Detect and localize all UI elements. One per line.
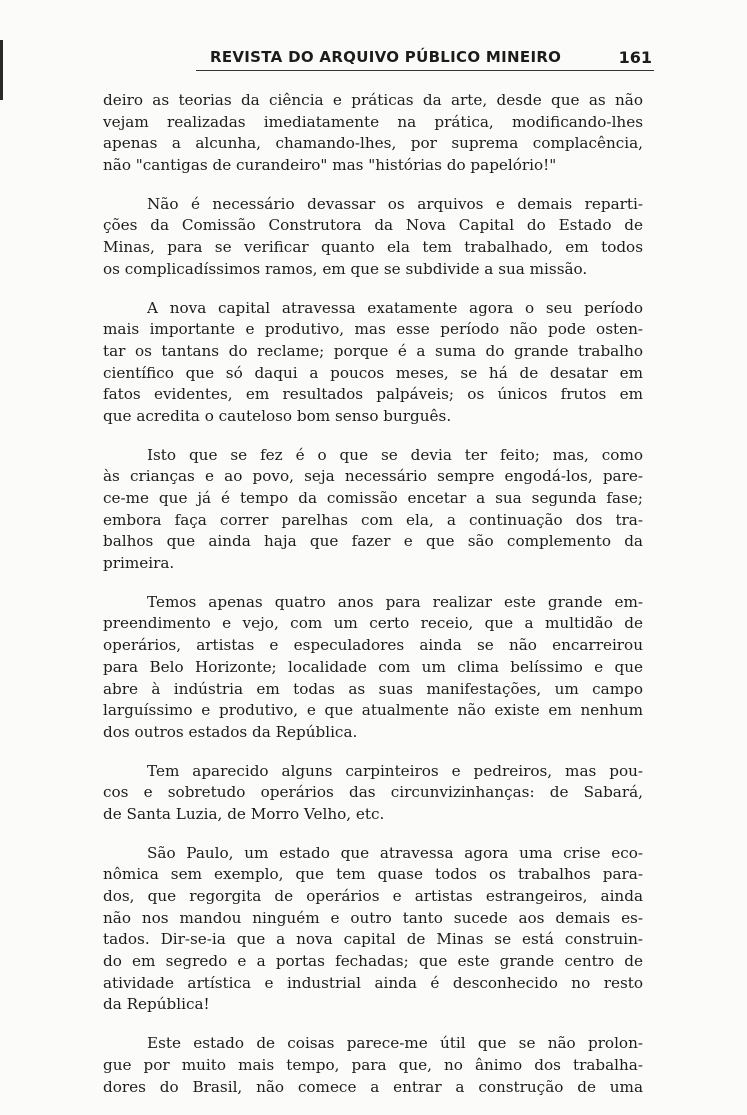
text-line: deiro as teorias da ciência e práticas da arte, desde que as não [103,91,643,109]
text-line: atividade artística e industrial ainda é desconhecido no resto [103,973,643,992]
text-line: ções da Comissão Construtora da Nova Capital do Estado de [103,216,643,235]
text-line: operários, artistas e especuladores ainda se não encarreirou [103,636,643,655]
text-line: Minas, para se verificar quanto ela tem trabalhado, em todos [103,238,643,257]
paragraph [103,298,643,428]
page-edge-mark [0,40,3,100]
text-line: dores do Brasil, não comece a entrar a construção de uma [103,1077,643,1096]
running-title: REVISTA DO ARQUIVO PÚBLICO MINEIRO [210,48,562,66]
text-line: do em segredo e a portas fechadas; que este grande centro de [103,952,643,971]
text-line: tar os tantans do reclame; porque é a suma do grande trabalho [103,341,643,360]
text-line: os complicadíssimos ramos, em que se subdivide a sua missão. [103,259,588,278]
text-line: dos outros estados da República. [103,722,358,741]
text-line: apenas a alcunha, chamando-lhes, por suprema complacência, [103,134,643,153]
text-line: Este estado de coisas parece-me útil que se não prolon- [147,1034,643,1053]
body-text [103,90,643,1115]
text-line: ce-me que já é tempo da comissão encetar a sua segunda fase; [103,489,643,507]
paragraph [103,1033,643,1098]
paragraph [103,592,643,744]
text-line: São Paulo, um estado que atravessa agora uma crise eco- [147,843,643,862]
paragraph [103,843,643,1017]
text-line: Não é necessário devassar os arquivos e demais reparti- [147,194,643,213]
text-line: Tem aparecido alguns carpinteiros e pedreiros, mas pou- [147,761,643,780]
paragraph [103,90,643,177]
page-number: 161 [618,48,652,67]
text-line: da República! [103,995,210,1014]
text-line: para Belo Horizonte; localidade com um clima belíssimo e que [103,657,643,676]
text-line: abre à indústria em todas as suas manifestações, um campo [103,679,643,698]
text-line: não nos mandou ninguém e outro tanto sucede aos demais es- [103,908,643,927]
text-line: embora faça correr parelhas com ela, a continuação dos tra- [103,510,643,529]
text-line: gue por muito mais tempo, para que, no ânimo dos trabalha- [103,1055,643,1074]
text-line: vejam realizadas imediatamente na prática, modificando-lhes [103,112,643,131]
text-line: fatos evidentes, em resultados palpáveis; os únicos frutos em [103,385,643,404]
paragraph [103,445,643,575]
text-line: Temos apenas quatro anos para realizar este grande em- [147,592,643,611]
text-line: preendimento e vejo, com um certo receio, que a multidão de [103,614,643,633]
text-line: que acredita o cauteloso bom senso burguês. [103,406,452,425]
text-line: não "cantigas de curandeiro" mas "histórias do papelório!" [103,156,557,175]
text-line: nômica sem exemplo, que tem quase todos os trabalhos para- [103,865,643,884]
text-line: A nova capital atravessa exatamente agora o seu período [147,298,643,317]
text-line: cos e sobretudo operários das circunvizinhanças: de Sabará, [103,783,643,802]
paragraph [103,761,643,826]
page-header [196,44,654,71]
text-line: de Santa Luzia, de Morro Velho, etc. [103,804,385,823]
text-line: balhos que ainda haja que fazer e que são complemento da [103,532,643,551]
text-line: primeira. [103,554,175,573]
text-line: larguíssimo e produtivo, e que atualmente não existe em nenhum [103,701,643,720]
text-line: mais importante e produtivo, mas esse período não pode osten- [103,320,643,339]
text-line: às crianças e ao povo, seja necessário sempre engodá-los, pare- [103,467,643,486]
text-line: Isto que se fez é o que se devia ter feito; mas, como [147,445,643,464]
paragraph [103,194,643,281]
text-line: científico que só daqui a poucos meses, se há de desatar em [103,363,643,382]
text-line: tados. Dir-se-ia que a nova capital de Minas se está construin- [103,930,643,949]
text-line: dos, que regorgita de operários e artistas estrangeiros, ainda [103,887,643,905]
